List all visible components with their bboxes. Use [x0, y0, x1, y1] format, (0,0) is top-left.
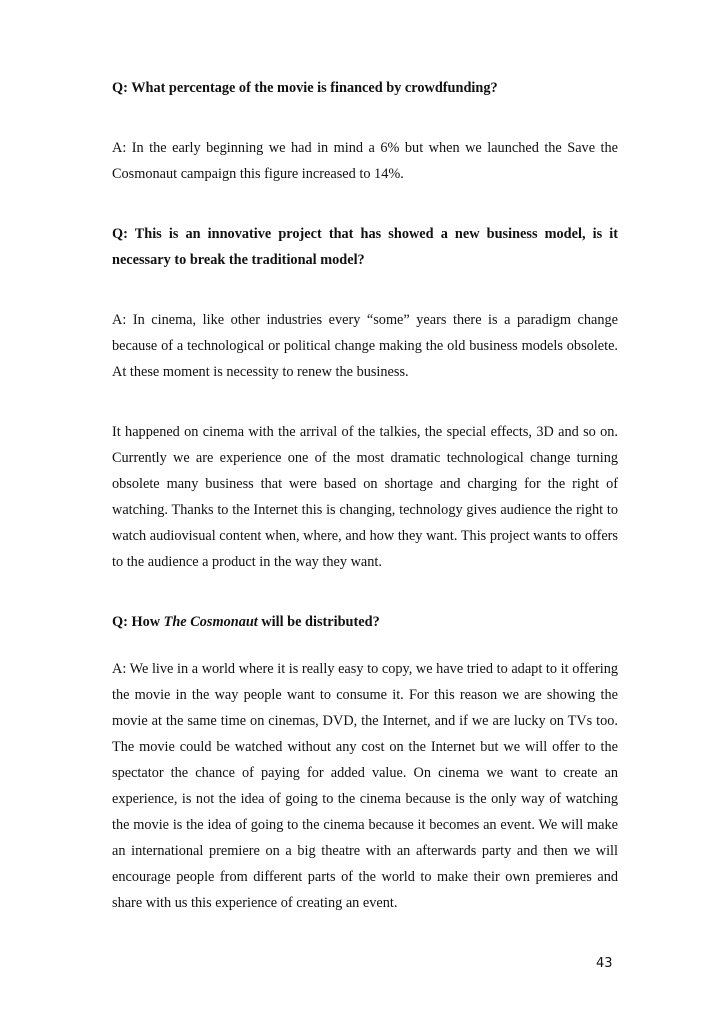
movie-title: The Cosmonaut: [163, 614, 258, 630]
answer-distribution: A: We live in a world where it is really easy to copy, we have tried to adapt to it offering the movie in the way people want to consume it. For this reason we are showing the movie at the same time on cinemas, DVD, the Internet, and if we are lucky on TVs too. The movie could be watched without any cost on the Internet but we will offer to the spectator the chance of paying for added value. On cinema we want to create an experience, is not the idea of going to the cinema because is the only way of watching the movie is the idea of going to the cinema because it becomes an event. We will make an international premiere on a big theatre with an afterwards party and then we will encourage people from different parts of the world to make their own premieres and share with us this experience of creating an event.: [112, 661, 618, 911]
paragraph-cinema-history: It happened on cinema with the arrival of the talkies, the special effects, 3D and so on. Currently we are experience one of the most dramatic technological change turning obsolete many business that were based on shortage and charging for the right of watching. Thanks to the Internet this is changing, technology gives audience the right to watch audiovisual content when, where, and how they want. This project wants to offers to the audience a product in the way they want.: [112, 424, 618, 570]
question-distribution: [112, 609, 618, 635]
answer-crowdfunding: A: In the early beginning we had in mind a 6% but when we launched the Save the Cosmonaut campaign this figure increased to 14%.: [112, 140, 618, 182]
page-number: 43: [596, 956, 613, 971]
question-distribution-suffix: will be distributed?: [257, 614, 380, 630]
question-distribution-prefix: Q: How: [112, 614, 164, 630]
document-body: [112, 75, 618, 916]
answer-business-model: A: In cinema, like other industries every “some” years there is a paradigm change because of a technological or political change making the old business models obsolete. At these moment is necessity to renew the business.: [112, 312, 618, 380]
question-crowdfunding: Q: What percentage of the movie is financed by crowdfunding?: [112, 80, 498, 96]
question-business-model: Q: This is an innovative project that has showed a new business model, is it necessary to break the traditional model?: [112, 226, 618, 268]
